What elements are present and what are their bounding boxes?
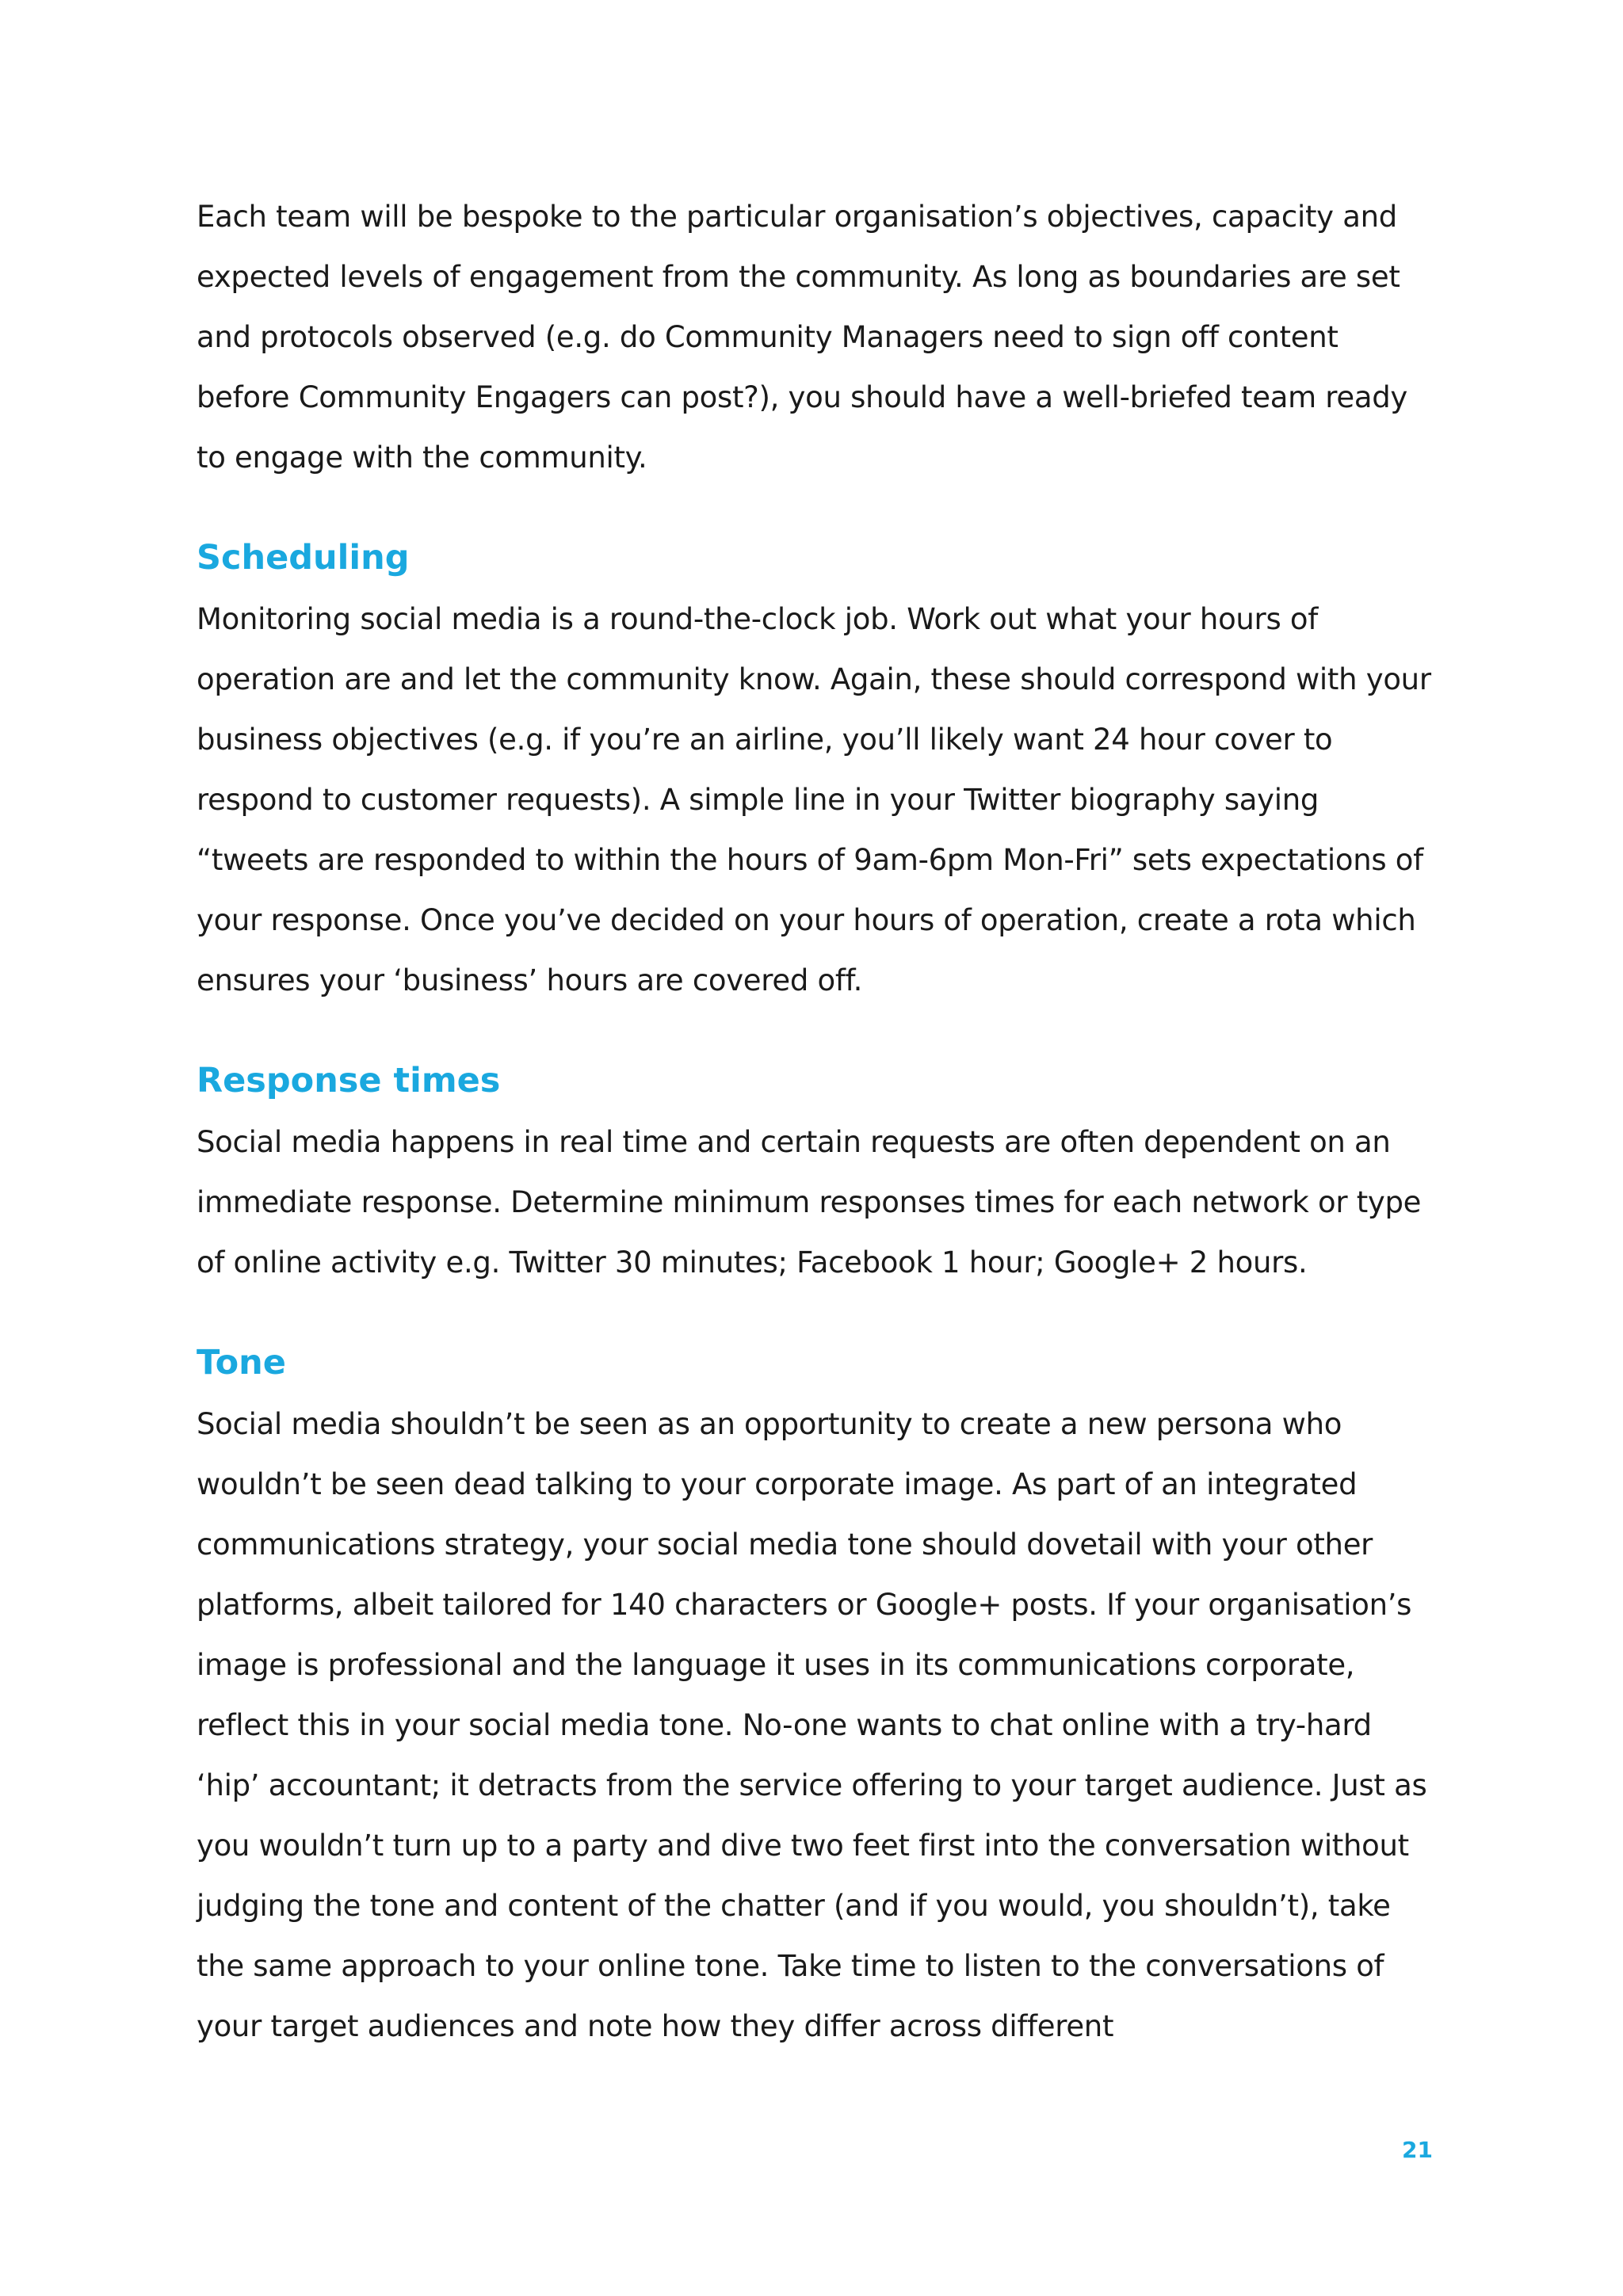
heading-spacer	[197, 582, 1437, 589]
section-heading-response-times: Response times	[197, 1061, 501, 1100]
heading-spacer	[197, 1386, 1437, 1394]
heading-spacer	[197, 1104, 1437, 1112]
page-content	[197, 187, 1437, 2057]
section-spacer	[197, 1293, 1437, 1339]
scheduling-paragraph: Monitoring social media is a round-the-clock job. Work out what your hours of operation are and let the community know. Again, these should correspond with your business objectives (e.g. if you’re an airline, you’ll likely want 24 hour cover to respond to customer requests). A simple line in your Twitter biography saying “tweets are responded to within the hours of 9am-6pm Mon-Fri” sets expectations of your response. Once you’ve decided on your hours of operation, create a rota which ensures your ‘business’ hours are covered off.	[197, 602, 1431, 997]
response-times-paragraph: Social media happens in real time and certain requests are often dependent on an immediate response. Determine minimum responses times for each network or type of online activity e.g. Twitter 30 minutes; Facebook 1 hour; Google+ 2 hours.	[197, 1125, 1422, 1280]
page-number: 21	[1402, 2137, 1433, 2163]
intro-paragraph: Each team will be bespoke to the particular organisation’s objectives, capacity and expected levels of engagement from the community. As long as boundaries are set and protocols observed (e.g. do Community Managers need to sign off content before Community Engagers can post?), you should have a well-briefed team ready to engage with the community.	[197, 200, 1408, 475]
tone-paragraph: Social media shouldn’t be seen as an opportunity to create a new persona who wouldn’t be seen dead talking to your corporate image. As part of an integrated communications strategy, your social media tone should dovetail with your other platforms, albeit tailored for 140 characters or Google+ posts. If your organisation’s image is professional and the language it uses in its communications corporate, reflect this in your social media tone. No-one wants to chat online with a try-hard ‘hip’ accountant; it detracts from the service offering to your target audience. Just as you wouldn’t turn up to a party and dive two feet first into the conversation without judging the tone and content of the chatter (and if you would, you shouldn’t), take the same approach to your online tone. Take time to listen to the conversations of your target audiences and note how they differ across different	[197, 1407, 1427, 2043]
section-spacer	[197, 1011, 1437, 1057]
section-heading-scheduling: Scheduling	[197, 538, 410, 578]
section-heading-tone: Tone	[197, 1343, 286, 1383]
section-spacer	[197, 488, 1437, 534]
